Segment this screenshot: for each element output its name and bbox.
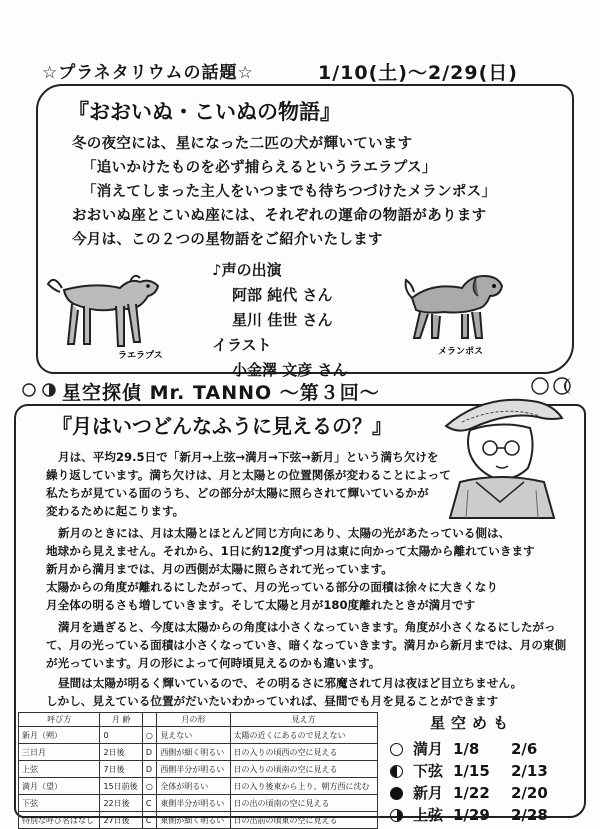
intro-line: 今月は、この２つの星物語をご紹介いたします [72,232,383,248]
cell-age: 15日前後 [100,778,142,795]
memo-entry [390,804,548,825]
memo-date-2: 2/28 [511,806,548,824]
cell-age: 0 [100,727,142,744]
laelaps-caption: ラエラプス [118,351,163,361]
story-title: 『おおいぬ・こいぬの物語』 [68,100,341,124]
planetarium-heading: ☆プラネタリウムの話題☆ [42,63,254,83]
cell-visibility: 日の出前の頃東の空に見える [230,812,377,829]
memo-title: 星空めも [430,714,515,732]
cell-age: 27日後 [100,812,142,829]
table-row [19,744,378,761]
cell-shape: 全体が明るい [157,778,230,795]
question-title: 『月はいつどんなふうに見えるの？』 [52,414,392,438]
body-line: 地球から見えません。それから、1日に約12度ずつ月は東に向かって太陽から離れていきます [46,544,535,558]
cell-visibility: 日の出の頃南の空に見える [230,795,377,812]
new-moon-icon [390,787,403,800]
memo-date-2: 2/20 [511,784,548,802]
cell-shape: 西側が細く明るい [157,744,230,761]
moon-symbol-icon: C [142,795,156,812]
first-quarter-moon-icon [390,809,403,822]
cell-shape: 見えない [157,727,230,744]
body-line: 昼間は太陽が明るく輝いているので、その明るさに邪魔されて月は夜ほど目立ちません。 [58,676,523,690]
body-line: 私たちが見ている面のうち、どの部分が太陽に照らされて輝いているかが [46,486,429,500]
intro-line: 「消えてしまった主人をいつまでも待ちつづけたメランポス」 [82,184,497,200]
intro-line: おおいぬ座とこいぬ座には、それぞれの運命の物語があります [72,208,487,224]
moon-symbol-icon: ○ [142,778,156,795]
body-line: 繰り返しています。満ち欠けは、月と太陽との位置関係が変わることによって [46,468,451,482]
intro-line: 冬の夜空には、星になった二匹の犬が輝いています [72,136,413,152]
moon-symbol-icon: ○ [142,727,156,744]
table-header-row [19,713,378,727]
detective-heading: 星空探偵 Mr. TANNO ～第３回～ [62,382,380,404]
table-row [19,761,378,778]
illustrator-name: 小金澤 文彦 さん [232,361,348,379]
cell-name: 上弦 [19,761,100,778]
cell-name: 特別な呼び名はなし [19,812,100,829]
table-row [19,795,378,812]
voice-actor-2: 星川 佳世 さん [232,311,333,329]
cell-visibility: 日の入り後東から上り、朝方西に沈む [230,778,377,795]
body-line: 満月を過ぎると、今度は太陽からの角度は小さくなっていきます。角度が小さくなるにしたがっ [58,620,556,634]
memo-date-1: 1/22 [453,784,490,802]
body-line: 新月から満月までは、月の西側が太陽に照らされて光っています。 [46,562,393,576]
memo-phase-name: 満月 [413,740,444,758]
detective-illustration [432,386,572,524]
memo-date-1: 1/29 [453,806,490,824]
cell-name: 新月（朔） [19,727,100,744]
memo-entry [390,782,548,803]
moon-phases-icon [22,378,58,402]
header-symbol [142,713,156,727]
body-line: 月全体の明るさも増していきます。そして太陽と月が180度離れたときが満月です [46,598,476,612]
header-visibility: 見え方 [230,713,377,727]
memo-entry [390,760,548,781]
memo-phase-name: 下弦 [413,762,444,780]
voice-actor-1: 阿部 純代 さん [232,286,333,304]
body-line: 月は、平均29.5日で「新月→上弦→満月→下弦→新月」という満ち欠けを [58,450,439,464]
table-row [19,778,378,795]
body-line: 太陽からの角度が離れるにしたがって、月の光っている部分の面積は徐々に大きくなり [46,580,498,594]
memo-date-1: 1/15 [453,762,490,780]
cell-visibility: 日の入りの頃西の空に見える [230,744,377,761]
cell-name: 満月（望） [19,778,100,795]
cell-visibility: 日の入りの頃南の空に見える [230,761,377,778]
cell-age: 22日後 [100,795,142,812]
cell-shape: 東側が細く明るい [157,812,230,829]
moon-symbol-icon: D [142,744,156,761]
header-name: 呼び方 [19,713,100,727]
memo-phase-name: 上弦 [413,806,444,824]
body-line: 変わるために起こります。 [46,504,185,518]
cell-name: 下弦 [19,795,100,812]
cell-shape: 西側半分が明るい [157,761,230,778]
cell-shape: 東側半分が明るい [157,795,230,812]
memo-date-1: 1/8 [453,740,480,758]
moon-symbol-icon: C [142,812,156,829]
header-age: 月 齢 [100,713,142,727]
laelaps-dog-illustration [44,262,172,362]
header-shape: 月の形 [157,713,230,727]
voice-label: ♪声の出演 [212,261,282,279]
body-line: 新月のときには、月は太陽とほとんど同じ方向にあり、太陽の光があたっている側は、 [58,526,511,540]
moon-phase-table [18,712,378,829]
body-line: しかし、見えている位置がだいたいわかっていれば、昼間でも月を見ることができます [46,694,499,708]
memo-date-2: 2/13 [511,762,548,780]
cell-name: 三日月 [19,744,100,761]
cell-age: 7日後 [100,761,142,778]
melampus-caption: メランポス [438,347,484,357]
full-moon-icon [390,743,403,756]
body-line: が光っています。月の形によって何時頃見えるのかも違います。 [46,656,381,670]
show-date-range: 1/10(土)～2/29(日) [318,62,518,84]
credits-block [212,258,347,383]
memo-phase-name: 新月 [413,784,444,802]
intro-line: 「追いかけたものを必ず捕らえるというラエラプス」 [82,160,437,176]
memo-date-2: 2/6 [511,740,538,758]
cell-visibility: 太陽の近くにあるので見えない [230,727,377,744]
memo-entry [390,738,537,759]
moon-symbol-icon: D [142,761,156,778]
illustration-label: イラスト [212,336,272,354]
last-quarter-moon-icon [390,765,403,778]
body-line: て、月の光っている面積は小さくなっていき、暗くなっていきます。満月から新月までは、月の東側 [46,638,567,652]
melampus-dog-illustration [402,268,512,358]
cell-age: 2日後 [100,744,142,761]
table-row [19,727,378,744]
